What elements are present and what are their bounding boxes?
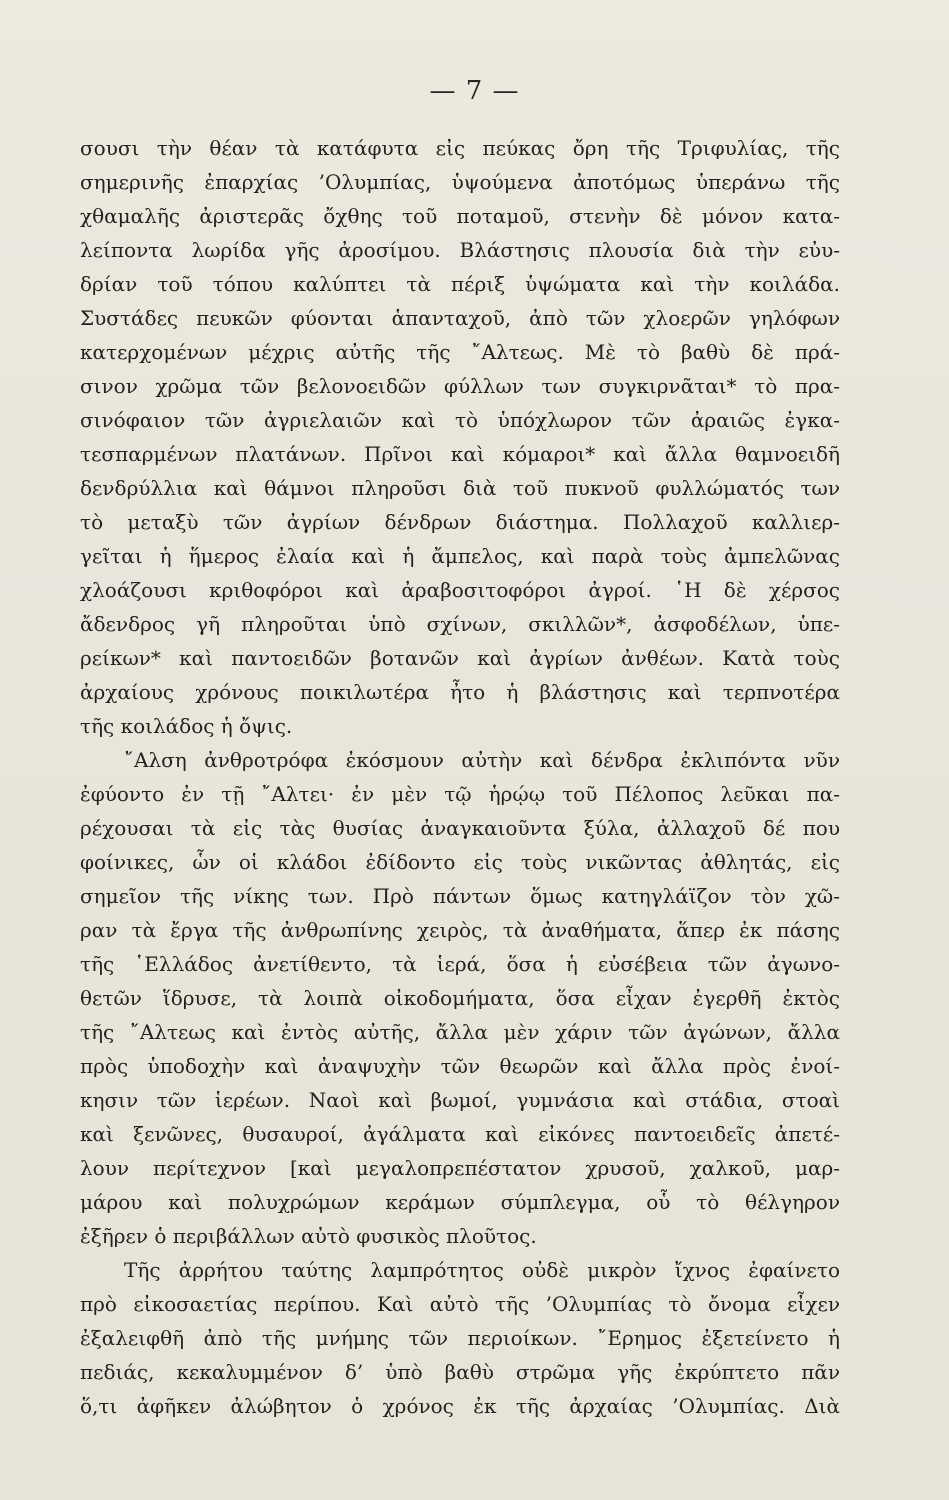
text-line: μάρου καὶ πολυχρώμων κεράμων σύμπλεγμα, οὗ τὸ θέλγηρον	[80, 1190, 840, 1214]
text-line: τῆς ῎Αλτεως καὶ ἐντὸς αὐτῆς, ἄλλα μὲν χάριν τῶν ἀγώνων, ἄλλα	[80, 1020, 840, 1044]
text-line: πεδιάς, κεκαλυμμένον δ’ ὑπὸ βαθὺ στρῶμα γῆς ἐκρύπτετο πᾶν	[80, 1360, 840, 1384]
text-line: πρὸ εἰκοσαετίας περίπου. Καὶ αὐτὸ τῆς ’Ολυμπίας τὸ ὄνομα εἶχεν	[80, 1292, 840, 1316]
text-line: ὅ,τι ἀφῆκεν ἀλώβητον ὁ χρόνος ἐκ τῆς ἀρχαίας ’Ολυμπίας. Διὰ	[80, 1394, 840, 1418]
text-line: χθαμαλῆς ἀριστερᾶς ὄχθης τοῦ ποταμοῦ, στενὴν δὲ μόνον κατα-	[80, 204, 840, 228]
text-line: σημεῖον τῆς νίκης των. Πρὸ πάντων ὅμως κατηγλάϊζον τὸν χῶ-	[80, 884, 840, 908]
text-line: κησιν τῶν ἱερέων. Ναοὶ καὶ βωμοί, γυμνάσια καὶ στάδια, στοαὶ	[80, 1088, 840, 1112]
text-line: ἄδενδρος γῆ πληροῦται ὑπὸ σχίνων, σκιλλῶν*, ἀσφοδέλων, ὑπε-	[80, 612, 840, 636]
text-line: σουσι τὴν θέαν τὰ κατάφυτα εἰς πεύκας ὄρη τῆς Τριφυλίας, τῆς	[80, 136, 840, 160]
text-line: πρὸς ὑποδοχὴν καὶ ἀναψυχὴν τῶν θεωρῶν καὶ ἄλλα πρὸς ἐνοί-	[80, 1054, 840, 1078]
text-line: χλοάζουσι κριθοφόροι καὶ ἀραβοσιτοφόροι ἀγροί. ῾Η δὲ χέρσος	[80, 578, 840, 602]
text-line: ρέχουσαι τὰ εἰς τὰς θυσίας ἀναγκαιοῦντα ξύλα, ἀλλαχοῦ δέ που	[80, 816, 840, 840]
text-line: θετῶν ἵδρυσε, τὰ λοιπὰ οἰκοδομήματα, ὅσα εἶχαν ἐγερθῆ ἐκτὸς	[80, 986, 840, 1010]
text-line: ἐφύοντο ἐν τῇ ῎Αλτει· ἐν μὲν τῷ ἡρῴῳ τοῦ Πέλοπος λεῦκαι πα-	[80, 782, 840, 806]
text-line: ἀρχαίους χρόνους ποικιλωτέρα ἦτο ἡ βλάστησις καὶ τερπνοτέρα	[80, 680, 840, 704]
paragraph-start-line: ῎Αλση ἀνθροτρόφα ἐκόσμουν αὐτὴν καὶ δένδρα ἐκλιπόντα νῦν	[124, 748, 840, 772]
paragraph-end-line: ἐξῆρεν ὁ περιβάλλων αὐτὸ φυσικὸς πλοῦτος.	[80, 1224, 537, 1248]
paragraph-end-line: τῆς κοιλάδος ἡ ὄψις.	[80, 714, 293, 738]
text-line: δρίαν τοῦ τόπου καλύπτει τὰ πέριξ ὑψώματα καὶ τὴν κοιλάδα.	[80, 272, 840, 296]
page-number: — 7 —	[429, 76, 520, 106]
text-line: κατερχομένων μέχρις αὐτῆς τῆς ῎Αλτεως. Μὲ τὸ βαθὺ δὲ πρά-	[80, 340, 840, 364]
text-line: σινον χρῶμα τῶν βελονοειδῶν φύλλων των συγκιρνᾶται* τὸ πρα-	[80, 374, 840, 398]
text-line: λουν περίτεχνον [καὶ μεγαλοπρεπέστατον χρυσοῦ, χαλκοῦ, μαρ-	[80, 1156, 840, 1180]
text-line: ἐξαλειφθῆ ἀπὸ τῆς μνήμης τῶν περιοίκων. ῎Ερημος ἐξετείνετο ἡ	[80, 1326, 840, 1350]
text-line: σημερινῆς ἐπαρχίας ’Ολυμπίας, ὑψούμενα ἀποτόμως ὑπεράνω τῆς	[80, 170, 840, 194]
body-text	[80, 131, 840, 1423]
paragraph-start-line: Τῆς ἀρρήτου ταύτης λαμπρότητος οὐδὲ μικρὸν ἴχνος ἐφαίνετο	[124, 1258, 840, 1282]
text-line: ραν τὰ ἔργα τῆς ἀνθρωπίνης χειρὸς, τὰ ἀναθήματα, ἅπερ ἐκ πάσης	[80, 918, 840, 942]
text-line: καὶ ξενῶνες, θυσαυροί, ἀγάλματα καὶ εἰκόνες παντοειδεῖς ἀπετέ-	[80, 1122, 840, 1146]
text-line: τὸ μεταξὺ τῶν ἀγρίων δένδρων διάστημα. Πολλαχοῦ καλλιερ-	[80, 510, 840, 534]
text-line: λείποντα λωρίδα γῆς ἀροσίμου. Βλάστησις πλουσία διὰ τὴν εὐυ-	[80, 238, 840, 262]
text-line: τεσπαρμένων πλατάνων. Πρῖνοι καὶ κόμαροι* καὶ ἄλλα θαμνοειδῆ	[80, 442, 840, 466]
text-line: γεῖται ἡ ἥμερος ἐλαία καὶ ἡ ἄμπελος, καὶ παρὰ τοὺς ἀμπελῶνας	[80, 544, 840, 568]
text-line: ρείκων* καὶ παντοειδῶν βοτανῶν καὶ ἀγρίων ἀνθέων. Κατὰ τοὺς	[80, 646, 840, 670]
text-line: σινόφαιον τῶν ἀγριελαιῶν καὶ τὸ ὑπόχλωρον τῶν ἀραιῶς ἐγκα-	[80, 408, 840, 432]
text-line: τῆς ῾Ελλάδος ἀνετίθεντο, τὰ ἱερά, ὅσα ἡ εὐσέβεια τῶν ἀγωνο-	[80, 952, 840, 976]
text-line: φοίνικες, ὧν οἱ κλάδοι ἐδίδοντο εἰς τοὺς νικῶντας ἀθλητάς, εἰς	[80, 850, 840, 874]
text-line: Συστάδες πευκῶν φύονται ἁπανταχοῦ, ἀπὸ τῶν χλοερῶν γηλόφων	[80, 306, 840, 330]
text-line: δενδρύλλια καὶ θάμνοι πληροῦσι διὰ τοῦ πυκνοῦ φυλλώματός των	[80, 476, 840, 500]
